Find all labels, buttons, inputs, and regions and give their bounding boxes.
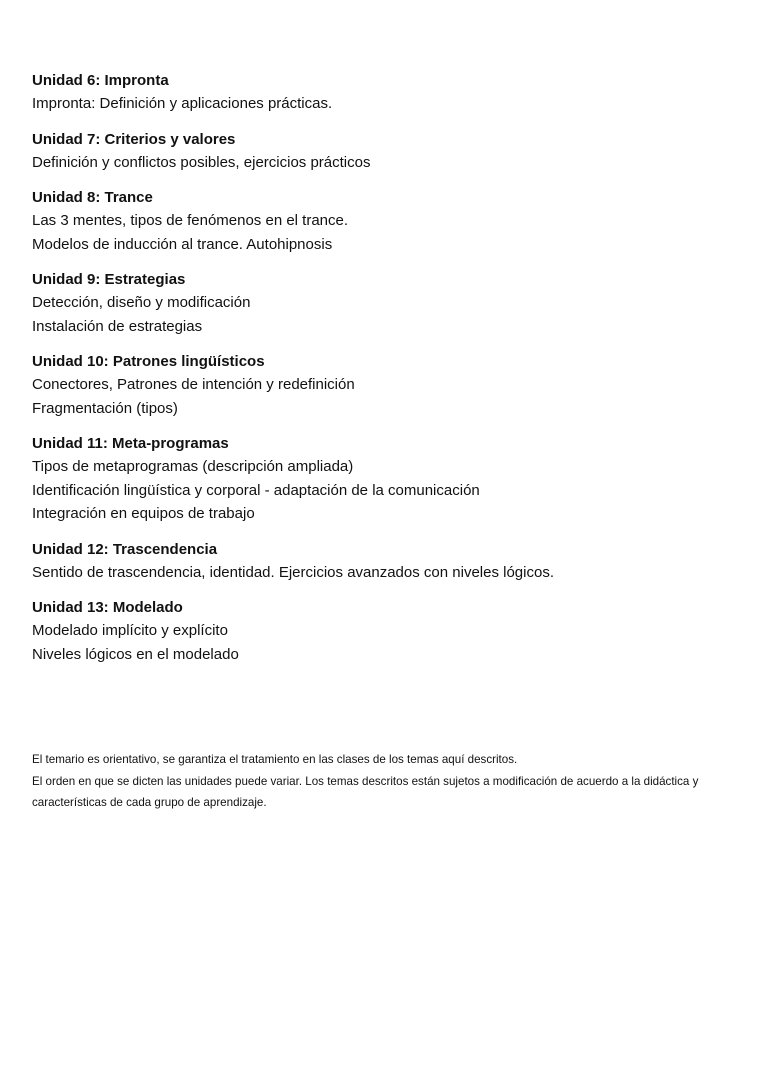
unit-description: Niveles lógicos en el modelado: [32, 645, 239, 663]
unit-description: Las 3 mentes, tipos de fenómenos en el trance.: [32, 212, 349, 229]
unit-description: Modelos de inducción al trance. Autohipnosis: [32, 235, 333, 253]
unit-title: Unidad 10: Patrones lingüísticos: [32, 353, 265, 370]
unit-13: [32, 596, 732, 666]
unit-description: Definición y conflictos posibles, ejercicios prácticos: [32, 153, 371, 171]
unit-description: Conectores, Patrones de intención y redefinición: [32, 376, 355, 393]
unit-title: Unidad 11: Meta-programas: [32, 435, 229, 452]
unit-description: Tipos de metaprogramas (descripción ampliada): [32, 458, 354, 475]
disclaimer-note: [32, 749, 732, 814]
unit-title: Unidad 8: Trance: [32, 189, 153, 206]
unit-description: Instalación de estrategias: [32, 317, 203, 335]
unit-9: [32, 268, 732, 338]
unit-description: Integración en equipos de trabajo: [32, 505, 255, 522]
unit-description: Modelado implícito y explícito: [32, 622, 228, 639]
unit-description: Impronta: Definición y aplicaciones prácticas.: [32, 95, 333, 112]
unit-description: Sentido de trascendencia, identidad. Ejercicios avanzados con niveles lógicos.: [32, 563, 554, 581]
unit-7: [32, 128, 732, 175]
unit-6: [32, 69, 732, 116]
unit-list: [32, 69, 732, 678]
unit-title: Unidad 13: Modelado: [32, 599, 183, 616]
unit-title: Unidad 7: Criterios y valores: [32, 130, 236, 148]
unit-10: [32, 350, 732, 420]
unit-title: Unidad 12: Trascendencia: [32, 540, 218, 558]
unit-11: [32, 432, 732, 526]
unit-12: [32, 538, 732, 585]
disclaimer-line: El orden en que se dicten las unidades puede variar. Los temas descritos están sujetos a modificación de acuerdo a la didáctica y características de cada grupo de aprendizaje.: [32, 774, 699, 809]
unit-description: Detección, diseño y modificación: [32, 294, 251, 311]
unit-description: Fragmentación (tipos): [32, 399, 178, 417]
unit-title: Unidad 6: Impronta: [32, 72, 169, 89]
disclaimer-line: El temario es orientativo, se garantiza el tratamiento en las clases de los temas aquí descritos.: [32, 753, 518, 766]
unit-description: Identificación lingüística y corporal - adaptación de la comunicación: [32, 481, 480, 499]
unit-8: [32, 186, 732, 256]
unit-title: Unidad 9: Estrategias: [32, 271, 186, 288]
